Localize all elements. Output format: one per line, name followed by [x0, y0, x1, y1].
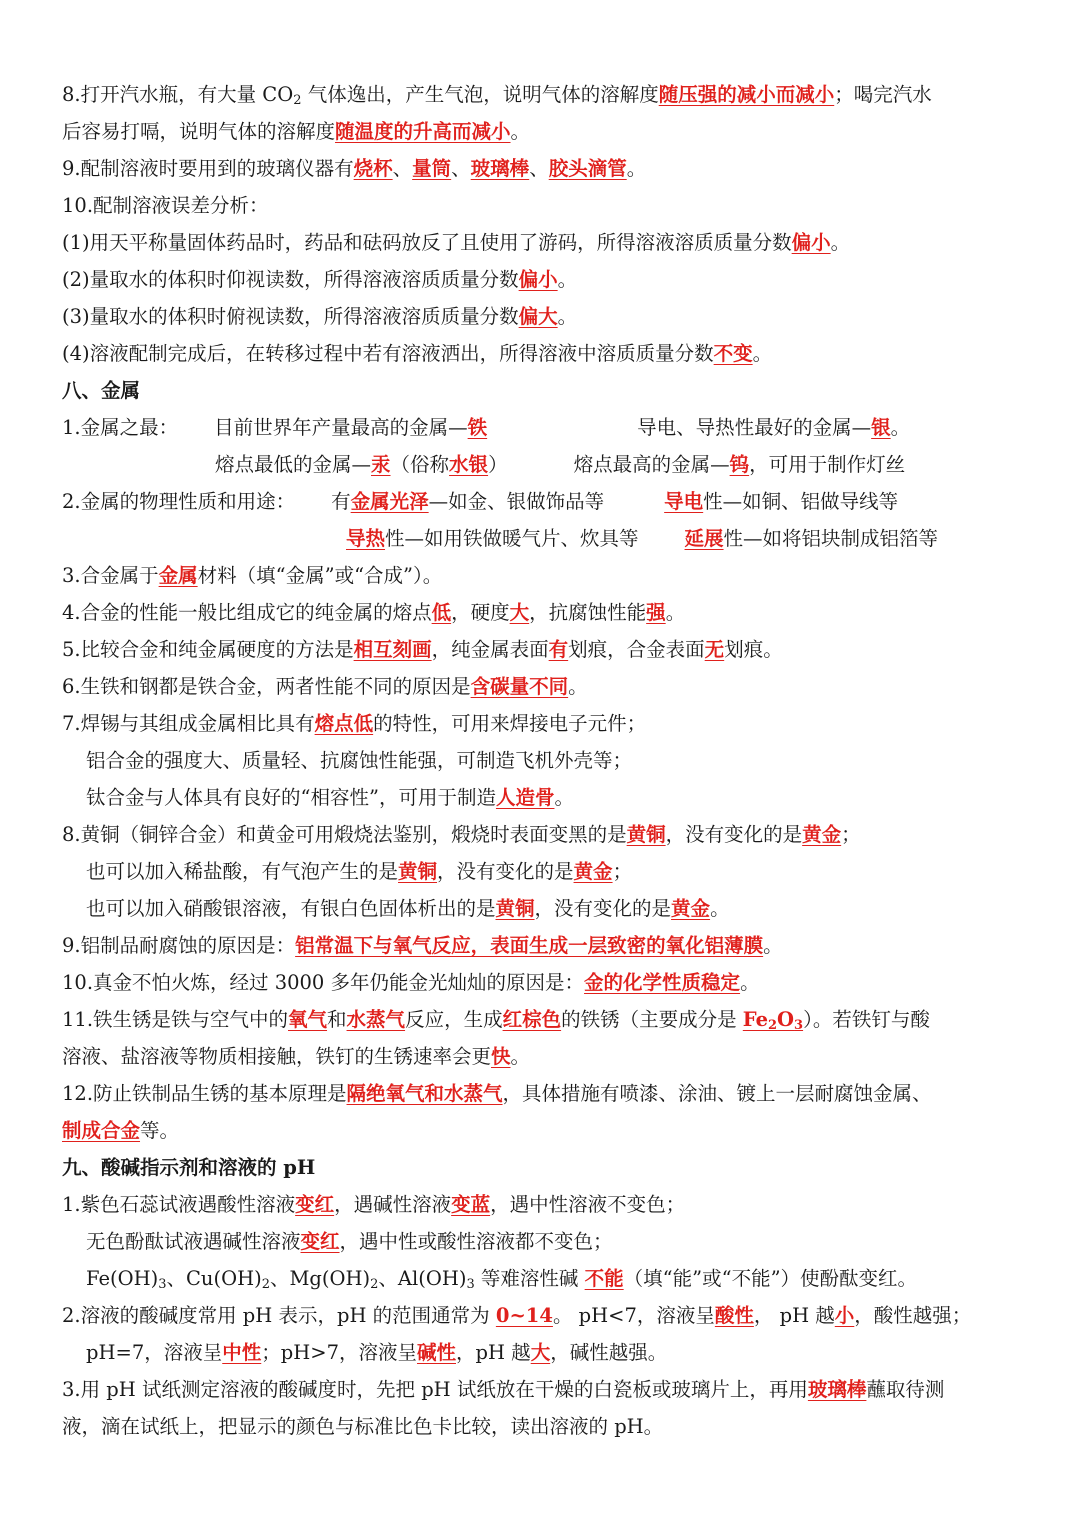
metal-8-line-3: 也可以加入硝酸银溶液，有银白色固体析出的是黄铜，没有变化的是黄金。 [86, 897, 730, 920]
ph-1-line-1: 1.紫色石蕊试液遇酸性溶液变红，遇碱性溶液变蓝，遇中性溶液不变色； [62, 1193, 686, 1216]
answer: 金属 [158, 564, 198, 587]
ph-3-line-2: 液，滴在试纸上，把显示的颜色与标准比色卡比较，读出溶液的 pH。 [62, 1415, 664, 1438]
answer: 变红 [295, 1193, 335, 1216]
answer: 变蓝 [451, 1193, 491, 1216]
answer: 不能 [584, 1267, 624, 1290]
section-heading-metals: 八、金属 [62, 379, 141, 402]
answer: 烧杯 [353, 157, 393, 180]
answer: 钨 [729, 453, 750, 476]
metal-5: 5.比较合金和纯金属硬度的方法是相互刻画，纯金属表面有划痕，合金表面无划痕。 [62, 638, 783, 661]
metal-7-line-3: 钛合金与人体具有良好的“相容性”，可用于制造人造骨。 [86, 786, 574, 809]
metal-6: 6.生铁和钢都是铁合金，两者性能不同的原因是含碳量不同。 [62, 675, 588, 698]
answer: 随压强的减小而减小 [658, 83, 835, 106]
answer: 黄金 [802, 823, 842, 846]
answer: 金的化学性质稳定 [584, 971, 741, 994]
answer: 偏小 [791, 231, 831, 254]
metal-11-line-2: 溶液、盐溶液等物质相接触，铁钉的生锈速率会更快。 [62, 1045, 531, 1068]
metal-1-line-2: 熔点最低的金属—汞（俗称水银） 熔点最高的金属—钨，可用于制作灯丝 [215, 453, 906, 476]
answer: 大 [509, 601, 530, 624]
answer: 玻璃棒 [807, 1378, 867, 1401]
metal-2-line-1: 2.金属的物理性质和用途： 有金属光泽—如金、银做饰品等 导电性—如铜、铝做导线等 [62, 490, 899, 513]
metal-3: 3.合金属于金属材料（填“金属”或“合成”）。 [62, 564, 443, 587]
answer: 量筒 [412, 157, 452, 180]
answer: 银 [871, 416, 891, 439]
answer: 相互刻画 [353, 638, 432, 661]
answer: 黄金 [573, 860, 613, 883]
metal-2-line-2: 导热性—如用铁做暖气片、炊具等 延展性—如将铝块制成铝箔等 [346, 527, 939, 550]
metal-12-line-1: 12.防止铁制品生锈的基本原理是隔绝氧气和水蒸气，具体措施有喷漆、涂油、镀上一层耐腐蚀金属、 [62, 1082, 932, 1105]
answer: 黄金 [671, 897, 711, 920]
item-8-line-1: 8.打开汽水瓶，有大量 $CO_2$ 气体逸出，产生气泡，说明气体的溶解度随压强的减小而减小；喝完汽水 [62, 83, 932, 108]
answer: 快 [491, 1045, 511, 1068]
ph-1-line-3: $Fe(OH)_3$、$Cu(OH)_2$、$Mg(OH)_2$、$Al(OH)_3$ 等难溶性碱 不能（填“能”或“不能”）使酚酞变红。 [86, 1267, 918, 1292]
answer: 黄铜 [495, 897, 535, 920]
answer: 随温度的升高而减小 [335, 120, 511, 143]
metal-12-line-2: 制成合金等。 [62, 1119, 180, 1142]
ph-1-line-2: 无色酚酞试液遇碱性溶液变红，遇中性或酸性溶液都不变色； [86, 1230, 613, 1253]
answer: 隔绝氧气和水蒸气 [346, 1082, 503, 1105]
answer: 变红 [300, 1230, 340, 1253]
answer: 汞 [371, 453, 391, 476]
answer: 熔点低 [314, 712, 374, 735]
metal-8-line-2: 也可以加入稀盐酸，有气泡产生的是黄铜，没有变化的是黄金； [86, 860, 633, 883]
answer: 小 [834, 1304, 855, 1327]
metal-8-line-1: 8.黄铜（铜锌合金）和黄金可用煅烧法鉴别，煅烧时表面变黑的是黄铜，没有变化的是黄金； [62, 823, 861, 846]
ph-3-line-1: 3.用 pH 试纸测定溶液的酸碱度时，先把 pH 试纸放在干燥的白瓷板或玻璃片上，再用玻璃棒蘸取待测 [62, 1378, 945, 1401]
answer: 水银 [449, 453, 489, 476]
answer: 0~14 [495, 1304, 553, 1327]
answer: 碱性 [416, 1341, 456, 1364]
answer: 含碳量不同 [470, 675, 569, 698]
answer: 人造骨 [495, 786, 555, 809]
metal-10: 10.真金不怕火炼，经过 3000 多年仍能金光灿灿的原因是：金的化学性质稳定。 [62, 971, 760, 994]
metal-7-line-1: 7.焊锡与其组成金属相比具有熔点低的特性，可用来焊接电子元件； [62, 712, 647, 735]
answer-formula: $Fe_2O_3$ [742, 1008, 804, 1033]
answer: 胶头滴管 [548, 157, 627, 180]
answer: 延展 [684, 527, 724, 550]
answer: 金属光泽 [350, 490, 429, 513]
item-10-title: 10.配制溶液误差分析： [62, 194, 269, 217]
item-8-line-2: 后容易打嗝，说明气体的溶解度随温度的升高而减小。 [62, 120, 531, 143]
answer: 红棕色 [502, 1008, 562, 1031]
metal-9: 9.铝制品耐腐蚀的原因是：铝常温下与氧气反应，表面生成一层致密的氧化铝薄膜。 [62, 934, 783, 957]
answer: 导电 [664, 490, 704, 513]
answer: 中性 [222, 1341, 262, 1364]
answer: 玻璃棒 [470, 157, 530, 180]
answer: 导热 [346, 527, 386, 550]
answer: 大 [530, 1341, 551, 1364]
item-9: 9.配制溶液时要用到的玻璃仪器有烧杯、量筒、玻璃棒、胶头滴管。 [62, 157, 647, 180]
answer: 有 [548, 638, 569, 661]
answer: 低 [431, 601, 452, 624]
item-10-c: (3)量取水的体积时俯视读数，所得溶液溶质质量分数偏大。 [62, 305, 578, 328]
answer: 偏小 [518, 268, 558, 291]
answer: 水蒸气 [346, 1008, 406, 1031]
answer: 氧气 [288, 1008, 328, 1031]
answer: 铁 [467, 416, 488, 439]
ph-2-line-1: 2.溶液的酸碱度常用 pH 表示，pH 的范围通常为 0~14。 pH<7，溶液呈酸性， pH 越小，酸性越强； [62, 1304, 972, 1327]
answer: 制成合金 [62, 1119, 141, 1142]
item-10-b: (2)量取水的体积时仰视读数，所得溶液溶质质量分数偏小。 [62, 268, 578, 291]
answer: 黄铜 [626, 823, 666, 846]
answer: 强 [646, 601, 666, 624]
answer: 铝常温下与氧气反应，表面生成一层致密的氧化铝薄膜 [295, 934, 764, 957]
item-10-a: (1)用天平称量固体药品时，药品和砝码放反了且使用了游码，所得溶液溶质质量分数偏小。 [62, 231, 851, 254]
answer: 不变 [713, 342, 753, 365]
answer: 偏大 [518, 305, 558, 328]
metal-1-line-1: 1.金属之最： 目前世界年产量最高的金属—铁 导电、导热性最好的金属—银。 [62, 416, 911, 439]
ph-2-line-2: pH=7，溶液呈中性；pH>7，溶液呈碱性，pH 越大，碱性越强。 [86, 1341, 668, 1364]
item-10-d: (4)溶液配制完成后，在转移过程中若有溶液洒出，所得溶液中溶质质量分数不变。 [62, 342, 773, 365]
answer: 酸性 [714, 1304, 754, 1327]
metal-11-line-1: 11.铁生锈是铁与空气中的氧气和水蒸气反应，生成红棕色的铁锈（主要成分是 $Fe_2O_3$）。若铁钉与酸 [62, 1008, 930, 1033]
metal-7-line-2: 铝合金的强度大、质量轻、抗腐蚀性能强，可制造飞机外壳等； [86, 749, 633, 772]
answer: 黄铜 [398, 860, 438, 883]
answer: 无 [704, 638, 725, 661]
section-heading-ph: 九、酸碱指示剂和溶液的 pH [62, 1156, 316, 1179]
metal-4: 4.合金的性能一般比组成它的纯金属的熔点低，硬度大，抗腐蚀性能强。 [62, 601, 686, 624]
